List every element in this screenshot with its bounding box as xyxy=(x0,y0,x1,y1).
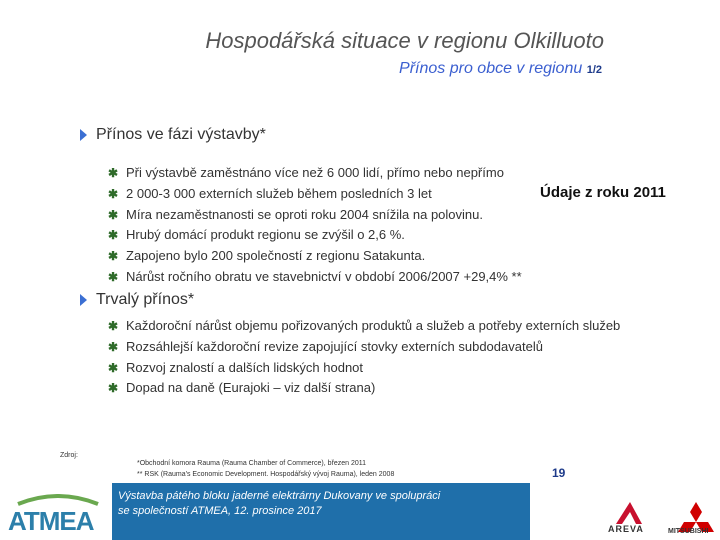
section-construction-heading xyxy=(80,126,266,144)
arrow-right-icon xyxy=(80,294,87,306)
footer-bar xyxy=(112,483,530,540)
mitsubishi-logo-text: MITSUBISHI xyxy=(668,528,709,535)
subtitle-page: 1/2 xyxy=(586,64,602,76)
list-item: ✱ Rozvoj znalostí a dalších lidských hodnot xyxy=(108,358,628,379)
footnotes xyxy=(137,458,394,480)
list-item: ✱ Každoroční nárůst objemu pořizovaných produktů a služeb a potřeby externích služeb xyxy=(108,316,628,337)
subtitle-text: Přínos pro obce v regionu xyxy=(399,60,583,77)
list-item: ✱ Při výstavbě zaměstnáno více než 6 000 lidí, přímo nebo nepřímo xyxy=(108,163,548,184)
footnote: ** RSK (Rauma's Economic Development. Hospodářský vývoj Rauma), leden 2008 xyxy=(137,471,395,478)
source-label: Zdroj: xyxy=(60,452,78,459)
footer-text xyxy=(118,489,440,519)
list-item: ✱ Dopad na daně (Eurajoki – viz další strana) xyxy=(108,378,628,399)
page-subtitle xyxy=(0,60,602,78)
section-heading-text: Přínos ve fázi výstavby* xyxy=(96,126,266,143)
section-permanent-heading xyxy=(80,291,194,309)
list-item: ✱ Zapojeno bylo 200 společností z regionu Satakunta. xyxy=(108,246,548,267)
list-item: ✱ Rozsáhlejší každoroční revize zapojující stovky externích subdodavatelů xyxy=(108,337,628,358)
footer-line: Výstavba pátého bloku jaderné elektrárny Dukovany ve spolupráci xyxy=(118,490,441,502)
arrow-right-icon xyxy=(80,129,87,141)
list-item: ✱ 2 000-3 000 externích služeb během posledních 3 let xyxy=(108,184,548,205)
list-item: ✱ Míra nezaměstnanosti se oproti roku 2004 snížila na polovinu. xyxy=(108,205,548,226)
list-item: ✱ Hrubý domácí produkt regionu se zvýšil o 2,6 %. xyxy=(108,225,548,246)
footer-line: se společností ATMEA, 12. prosince 2017 xyxy=(118,505,322,517)
page-number: 19 xyxy=(552,466,566,480)
areva-logo-text: AREVA xyxy=(608,524,644,534)
permanent-benefits-list xyxy=(108,316,628,399)
page-title: Hospodářská situace v regionu Olkilluoto xyxy=(205,28,604,53)
data-year-note: Údaje z roku 2011 xyxy=(540,184,666,201)
footnote: *Obchodní komora Rauma (Rauma Chamber of Commerce), březen 2011 xyxy=(137,460,367,467)
construction-benefits-list xyxy=(108,163,548,288)
list-item: ✱ Nárůst ročního obratu ve stavebnictví v období 2006/2007 +29,4% ** xyxy=(108,267,548,288)
atmea-logo-text: ATMEA xyxy=(8,506,94,536)
section-heading-text: Trvalý přínos* xyxy=(96,291,195,308)
